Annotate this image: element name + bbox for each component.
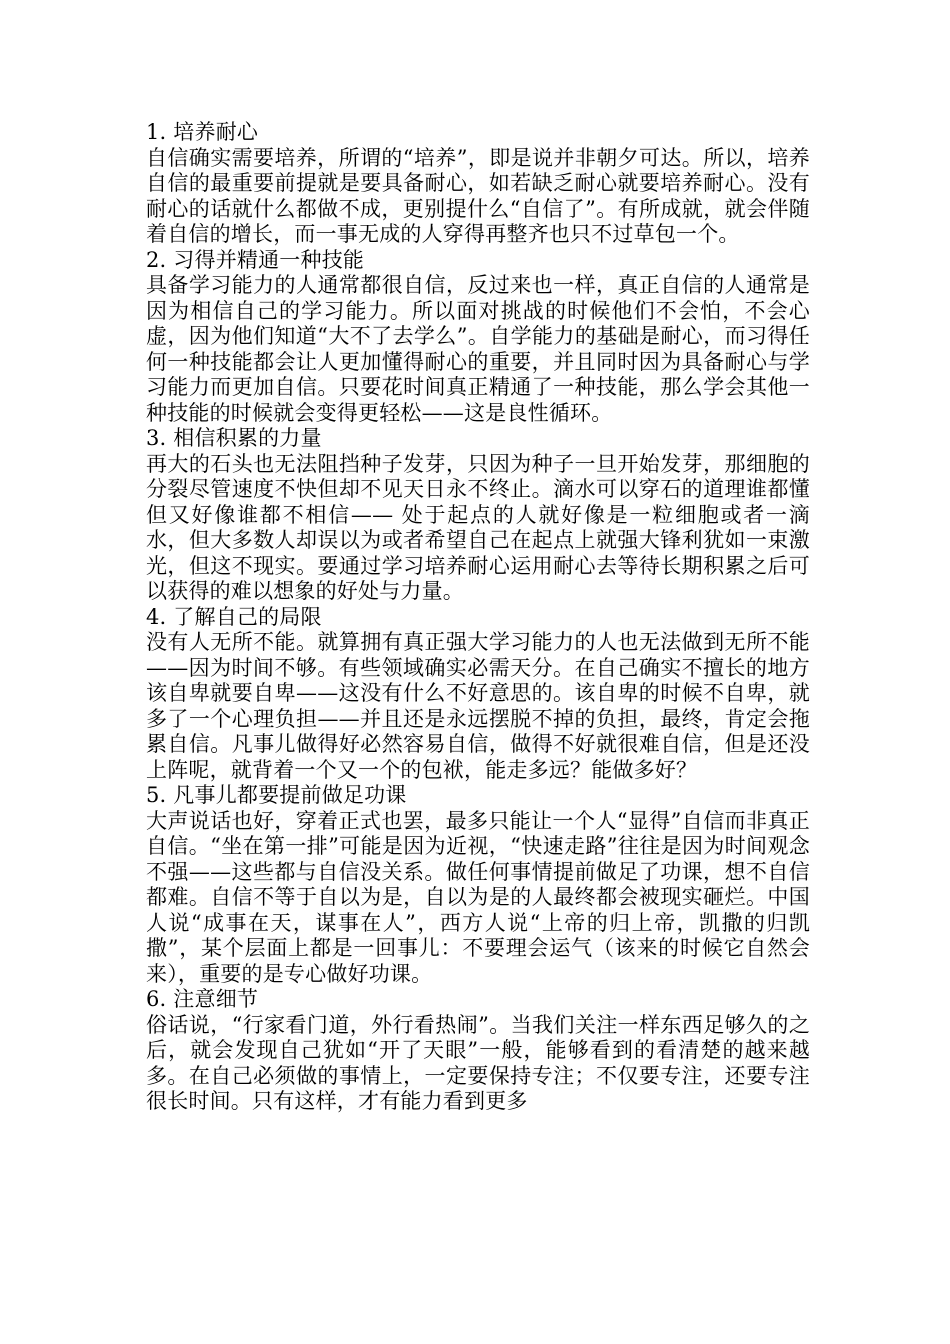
section-heading: 6. 注意细节 bbox=[146, 987, 259, 1011]
section-body: 没有人无所不能。就算拥有真正强大学习能力的人也无法做到无所不能——因为时间不够。有些领域确实必需天分。在自己确实不擅长的地方该自卑就要自卑——这没有什么不好意思的。该自卑的时候不自卑，就多了一个心理负担——并且还是永远摆脱不掉的负担，最终，肯定会拖累自信。凡事儿做得好必然容易自信，做得不好就很难自信，但是还没上阵呢，就背着一个又一个的包袱，能走多远？能做多好？ bbox=[146, 630, 810, 782]
section-heading: 1. 培养耐心 bbox=[146, 120, 259, 144]
section-heading: 3. 相信积累的力量 bbox=[146, 426, 322, 450]
section-skill bbox=[146, 248, 810, 427]
section-limits bbox=[146, 605, 810, 784]
section-body: 自信确实需要培养，所谓的“培养”，即是说并非朝夕可达。所以，培养自信的最重要前提就是要具备耐心，如若缺乏耐心就要培养耐心。没有耐心的话就什么都做不成，更别提什么“自信了”。有所成就，就会伴随着自信的增长，而一事无成的人穿得再整齐也只不过草包一个。 bbox=[146, 145, 810, 246]
section-body: 大声说话也好，穿着正式也罢，最多只能让一个人“显得”自信而非真正自信。“坐在第一排”可能是因为近视，“快速走路”往往是因为时间观念不强——这些都与自信没关系。做任何事情提前做足了功课，想不自信都难。自信不等于自以为是，自以为是的人最终都会被现实砸烂。中国人说“成事在天，谋事在人”，西方人说“上帝的归上帝，凯撒的归凯撒”，某个层面上都是一回事儿：不要理会运气（该来的时候它自然会来），重要的是专心做好功课。 bbox=[146, 808, 810, 986]
section-heading: 5. 凡事儿都要提前做足功课 bbox=[146, 783, 407, 807]
document-page bbox=[146, 120, 810, 1115]
section-body: 俗话说，“行家看门道，外行看热闹”。当我们关注一样东西足够久的之后，就会发现自己犹如“开了天眼”一般，能够看到的看清楚的越来越多。在自己必须做的事情上，一定要保持专注；不仅要专注，还要专注很长时间。只有这样，才有能力看到更多 bbox=[146, 1012, 810, 1113]
section-preparation bbox=[146, 783, 810, 987]
section-patience bbox=[146, 120, 810, 248]
section-heading: 2. 习得并精通一种技能 bbox=[146, 247, 365, 272]
section-accumulation bbox=[146, 426, 810, 605]
section-body: 具备学习能力的人通常都很自信，反过来也一样，真正自信的人通常是因为相信自己的学习能力。所以面对挑战的时候他们不会怕，不会心虚，因为他们知道“大不了去学么”。自学能力的基础是耐心，而习得任何一种技能都会让人更加懂得耐心的重要，并且同时因为具备耐心与学习能力而更加自信。只要花时间真正精通了一种技能，那么学会其他一种技能的时候就会变得更轻松——这是良性循环。 bbox=[146, 273, 810, 425]
section-body: 再大的石头也无法阻挡种子发芽，只因为种子一旦开始发芽，那细胞的分裂尽管速度不快但却不见天日永不终止。滴水可以穿石的道理谁都懂但又好像谁都不相信—— 处于起点的人就好像是一粒细胞或者一滴水，但大多数人却误以为或者希望自己在起点上就强大锋利犹如一束激光，但这不现实。要通过学习培养耐心运用耐心去等待长期积累之后可以获得的难以想象的好处与力量。 bbox=[146, 451, 810, 603]
section-heading: 4. 了解自己的局限 bbox=[146, 604, 322, 629]
section-details bbox=[146, 987, 810, 1115]
